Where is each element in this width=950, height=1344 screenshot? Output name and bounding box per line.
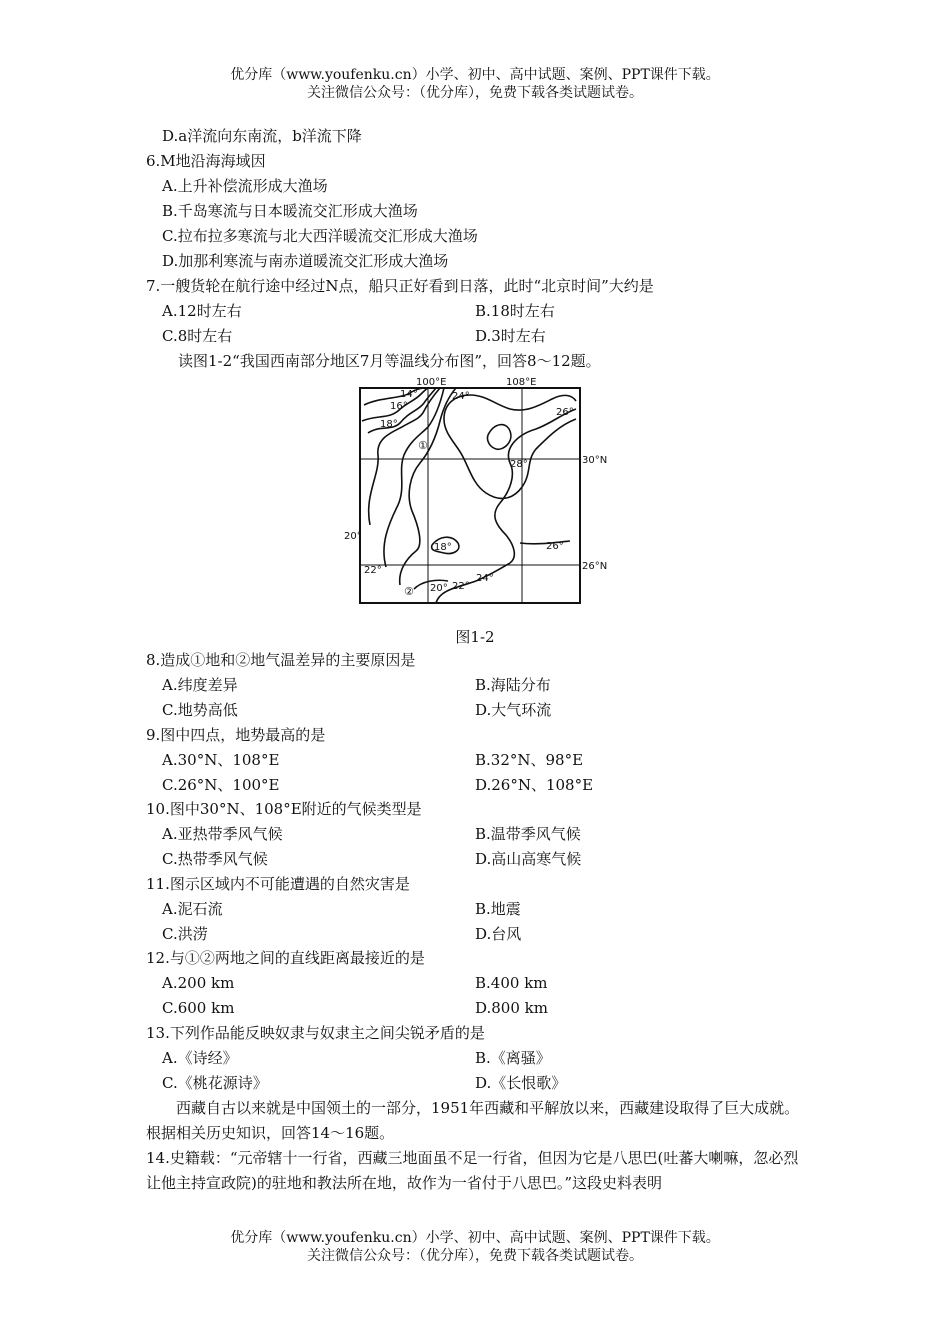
q13-option-b: B.《离骚》 xyxy=(475,1049,551,1067)
q9-stem: 9.图中四点，地势最高的是 xyxy=(146,726,326,744)
q9-option-a: A.30°N、108°E xyxy=(162,751,280,769)
q10-option-c: C.热带季风气候 xyxy=(162,850,268,868)
q9-option-b: B.32°N、98°E xyxy=(475,751,584,769)
label-108e: 108°E xyxy=(506,377,537,388)
q7-option-d: D.3时左右 xyxy=(475,327,546,345)
figure-intro: 读图1-2“我国西南部分地区7月等温线分布图”，回答8～12题。 xyxy=(178,352,601,370)
q10-stem: 10.图中30°N、108°E附近的气候类型是 xyxy=(146,800,422,818)
q13-option-a: A.《诗经》 xyxy=(162,1049,238,1067)
q11-option-c: C.洪涝 xyxy=(162,925,208,943)
label-26n: 26°N xyxy=(582,561,608,572)
label-100e: 100°E xyxy=(416,377,447,388)
label-20-south: 20° xyxy=(430,583,448,594)
q7-option-a: A.12时左右 xyxy=(162,302,242,320)
label-14: 14° xyxy=(400,389,418,400)
isotherm-map xyxy=(340,375,610,607)
isotherm-28 xyxy=(487,425,510,450)
isotherm-24-main xyxy=(436,409,576,603)
q12-stem: 12.与①②两地之间的直线距离最接近的是 xyxy=(146,949,425,967)
q8-option-b: B.海陆分布 xyxy=(475,676,551,694)
label-18-south: 18° xyxy=(434,542,452,553)
q10-option-b: B.温带季风气候 xyxy=(475,825,581,843)
q10-option-d: D.高山高寒气候 xyxy=(475,850,582,868)
label-16: 16° xyxy=(390,401,408,412)
label-22-south: 22° xyxy=(452,581,470,592)
q12-option-d: D.800 km xyxy=(475,999,548,1017)
q7-option-c: C.8时左右 xyxy=(162,327,233,345)
q6-option-d: D.加那利寒流与南赤道暖流交汇形成大渔场 xyxy=(162,252,449,270)
q7-stem: 7.一艘货轮在航行途中经过N点，船只正好看到日落，此时“北京时间”大约是 xyxy=(146,277,654,295)
label-24-north: 24° xyxy=(452,391,470,402)
header-line-2: 关注微信公众号：（优分库），免费下载各类试题试卷。 xyxy=(307,85,643,101)
tibet-intro: 西藏自古以来就是中国领土的一部分，1951年西藏和平解放以来，西藏建设取得了巨大成就。根据相关历史知识，回答14～16题。 xyxy=(146,1099,800,1142)
q13-stem: 13.下列作品能反映奴隶与奴隶主之间尖锐矛盾的是 xyxy=(146,1024,485,1042)
label-24-south: 24° xyxy=(476,573,494,584)
q10-option-a: A.亚热带季风气候 xyxy=(162,825,283,843)
q9-option-d: D.26°N、108°E xyxy=(475,776,594,794)
q12-option-b: B.400 km xyxy=(475,974,548,992)
q8-stem: 8.造成①地和②地气温差异的主要原因是 xyxy=(146,651,416,669)
q8-option-d: D.大气环流 xyxy=(475,701,552,719)
page-header xyxy=(0,66,950,102)
q6-stem: 6.M地沿海海域因 xyxy=(146,152,266,170)
label-28: 28° xyxy=(510,459,528,470)
q8-option-c: C.地势高低 xyxy=(162,701,238,719)
q6-option-a: A.上升补偿流形成大渔场 xyxy=(162,177,328,195)
q11-option-b: B.地震 xyxy=(475,900,521,918)
q6-option-c: C.拉布拉多寒流与北大西洋暖流交汇形成大渔场 xyxy=(162,227,478,245)
q12-option-c: C.600 km xyxy=(162,999,235,1017)
header-line-1: 优分库（www.youfenku.cn）小学、初中、高中试题、案例、PPT课件下载。 xyxy=(230,67,720,83)
q7-option-b: B.18时左右 xyxy=(475,302,555,320)
q12-option-a: A.200 km xyxy=(162,974,235,992)
footer-line-1: 优分库（www.youfenku.cn）小学、初中、高中试题、案例、PPT课件下载。 xyxy=(230,1230,720,1246)
q8-option-a: A.纬度差异 xyxy=(162,676,238,694)
label-20-west: 20° xyxy=(344,531,362,542)
q11-option-d: D.台风 xyxy=(475,925,522,943)
q13-option-c: C.《桃花源诗》 xyxy=(162,1074,268,1092)
q11-stem: 11.图示区域内不可能遭遇的自然灾害是 xyxy=(146,875,410,893)
q11-option-a: A.泥石流 xyxy=(162,900,223,918)
marker-point-1: ① xyxy=(418,439,428,452)
q5-option-d: D.a洋流向东南流，b洋流下降 xyxy=(162,127,362,145)
q6-option-b: B.千岛寒流与日本暖流交汇形成大渔场 xyxy=(162,202,418,220)
footer-line-2: 关注微信公众号：（优分库），免费下载各类试题试卷。 xyxy=(307,1248,643,1264)
q9-option-c: C.26°N、100°E xyxy=(162,776,280,794)
marker-point-2: ② xyxy=(404,585,414,598)
q14-stem: 14.史籍载：“元帝辖十一行省，西藏三地面虽不足一行省，但因为它是八思巴(吐蕃大喇嘛，忽必烈让他主持宣政院)的驻地和教法所在地，故作为一省付于八思巴。”这段史料表明 xyxy=(146,1149,799,1192)
label-22-west: 22° xyxy=(364,565,382,576)
page-footer xyxy=(0,1229,950,1265)
label-18: 18° xyxy=(380,419,398,430)
label-30n: 30°N xyxy=(582,455,608,466)
label-26-south: 26° xyxy=(546,541,564,552)
figure-caption: 图1-2 xyxy=(455,628,495,646)
q13-option-d: D.《长恨歌》 xyxy=(475,1074,567,1092)
label-26-north: 26° xyxy=(556,407,574,418)
